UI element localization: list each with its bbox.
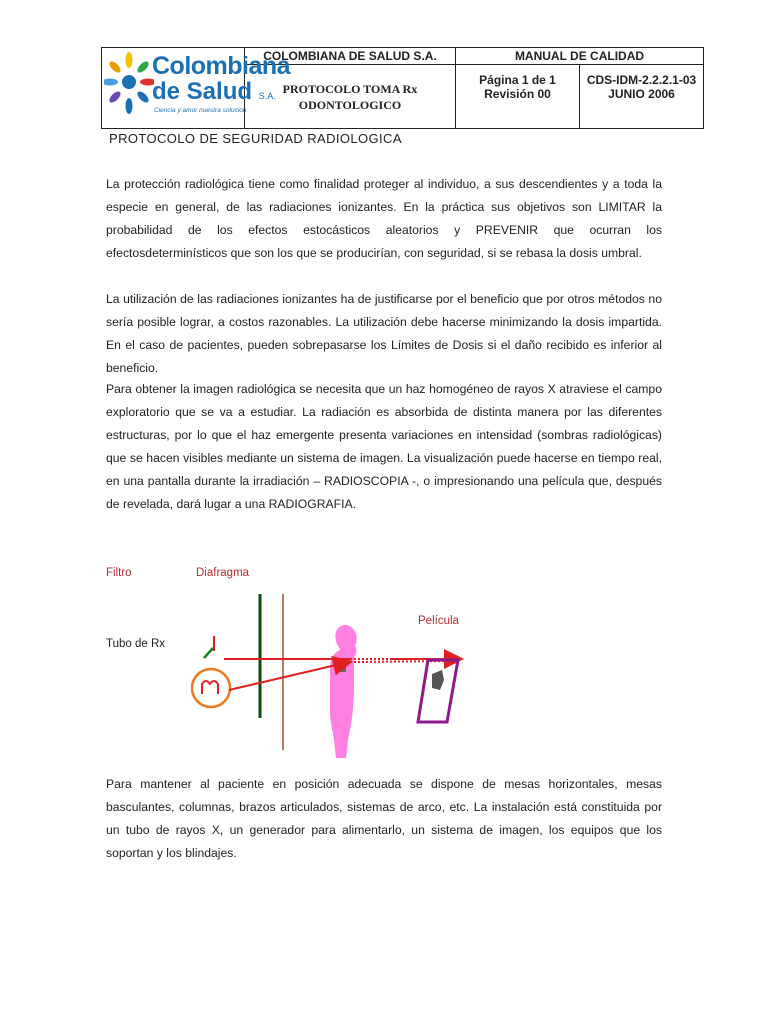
sun-logo-icon: [104, 52, 154, 122]
logo-text-line1: Colombiana: [152, 52, 291, 80]
revision: Revisión 00: [484, 87, 551, 101]
label-filtro: Filtro: [106, 567, 132, 579]
logo: [102, 48, 291, 128]
page-revision-cell: [456, 65, 580, 129]
paragraph-3: Para obtener la imagen radiológica se necesita que un haz homogéneo de rayos X atraviese el campo exploratorio que se va a estudiar. La radiación es absorbida de distinta manera por las diferentes estructuras, por lo que el haz emergente presenta variaciones en intensidad (sombras radiológicas) que se hacen visibles mediante un sistema de imagen. La visualización puede hacerse en tiempo real, en una pantalla durante la irradiación – RADIOSCOPIA -, o impresionando una película que, después de revelada, dará lugar a una RADIOGRAFIA.: [106, 382, 662, 511]
document-title: PROTOCOLO DE SEGURIDAD RADIOLOGICA: [109, 131, 402, 146]
logo-sa: S.A.: [258, 91, 276, 101]
label-pelicula: Película: [418, 615, 459, 627]
paragraph-1: La protección radiológica tiene como finalidad proteger al individuo, a sus descendientes y a toda la especie en general, de las radiaciones ionizantes. En la práctica sus objetivos son LIMITAR la probabilidad de los efectos estocásticos aleatorios y PREVENIR que ocurran los efectosdeterminísticos que son los que se producirían, con seguridad, si se rebasa la dosis umbral.: [106, 177, 662, 260]
xray-tube-icon: [192, 669, 230, 707]
label-diafragma: Diafragma: [196, 567, 250, 579]
company-name: COLOMBIANA DE SALUD S.A.: [245, 48, 456, 65]
document-code: CDS-IDM-2.2.2.1-03: [586, 73, 697, 87]
code-date-cell: [580, 65, 704, 129]
patient-marker: [340, 664, 346, 672]
film-cassette-icon: [418, 660, 458, 722]
paragraph-2: La utilización de las radiaciones ionizantes ha de justificarse por el beneficio que por otros métodos no sería posible lograr, a costos razonables. La utilización debe hacerse minimizando la dosis impartida. En el caso de pacientes, pueden sobrepasarse los Límites de Dosis si el daño recibido es inferior al beneficio.: [106, 292, 662, 375]
logo-text-de-salud: de Salud: [152, 78, 253, 105]
label-tubo-rx: Tubo de Rx: [106, 638, 166, 650]
header-table: [101, 47, 704, 129]
document-date: JUNIO 2006: [608, 87, 675, 101]
protocol-title-line2: ODONTOLOGICO: [298, 97, 402, 112]
logo-slogan: Ciencia y amor nuestra solución: [154, 107, 247, 114]
logo-text-line2: [152, 78, 276, 106]
manual-title: MANUAL DE CALIDAD: [456, 48, 704, 65]
page-number: Página 1 de 1: [479, 73, 556, 87]
logo-cell: [102, 48, 291, 129]
beam-lower-dotted: [350, 661, 455, 662]
protocol-title-line1: PROTOCOLO TOMA Rx: [282, 81, 418, 96]
filter-icon: [204, 636, 214, 658]
paragraph-4: Para mantener al paciente en posición adecuada se dispone de mesas horizontales, mesas basculantes, columnas, brazos articulados, sistemas de arco, etc. La instalación está constituida por un tubo de rayos X, un generador para alimentarlo, un sistema de imagen, los equipos que los soportan y los blindajes.: [106, 777, 662, 860]
beam-lower: [229, 662, 349, 690]
patient-silhouette-icon: [330, 625, 357, 758]
